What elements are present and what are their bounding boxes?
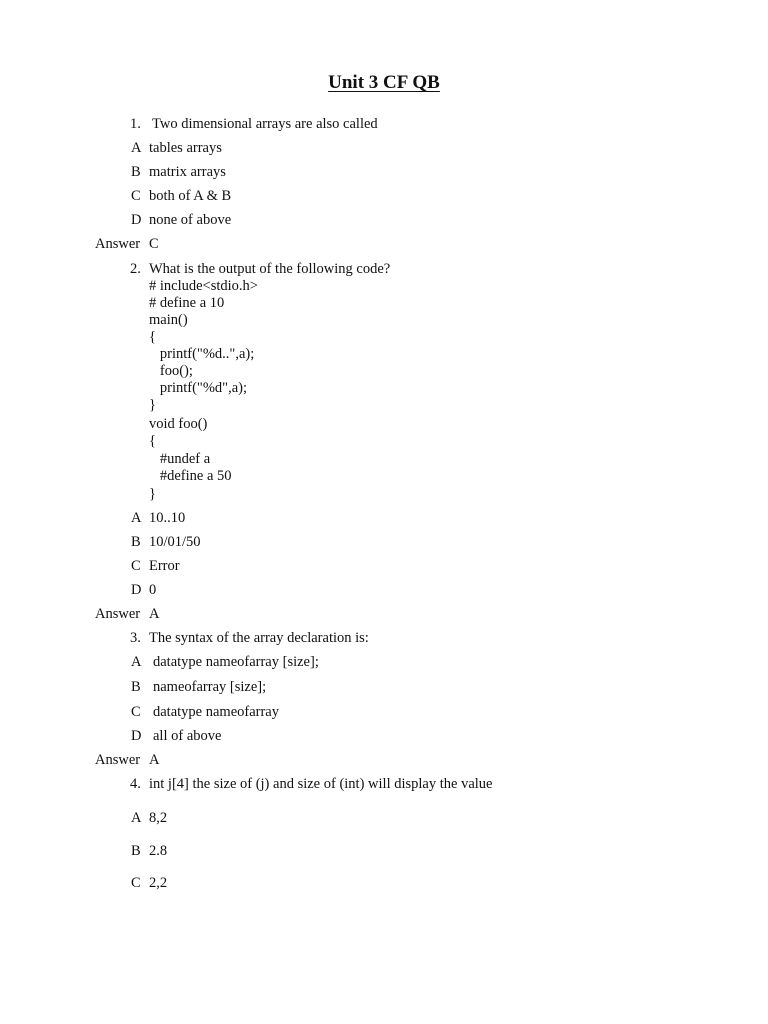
option-letter: C: [131, 704, 141, 720]
option-letter: A: [131, 810, 142, 826]
code-line: printf("%d..",a);: [149, 346, 255, 362]
answer-label: Answer: [95, 752, 141, 768]
option-text: 8,2: [149, 810, 168, 826]
option-letter: B: [131, 534, 141, 550]
option-text: 10/01/50: [149, 534, 201, 550]
code-line: # define a 10: [149, 295, 225, 311]
option-text: datatype nameofarray: [153, 704, 279, 720]
answer-label: Answer: [95, 236, 141, 252]
option-text: 0: [149, 582, 157, 598]
option-letter: A: [131, 510, 142, 526]
question-text: int j[4] the size of (j) and size of (int) will display the value: [149, 776, 493, 792]
question-number: 3.: [130, 630, 141, 646]
option-letter: D: [131, 582, 142, 598]
option-letter: B: [131, 843, 141, 859]
option-letter: A: [131, 654, 142, 670]
option-letter: B: [131, 679, 141, 695]
answer-label: Answer: [95, 606, 141, 622]
option-text: datatype nameofarray [size];: [153, 654, 319, 670]
question-number: 4.: [130, 776, 141, 792]
option-text: nameofarray [size];: [153, 679, 267, 695]
question-text: What is the output of the following code?: [149, 261, 391, 277]
option-text: none of above: [149, 212, 232, 228]
option-letter: C: [131, 875, 141, 891]
code-line: }: [149, 397, 156, 413]
option-text: tables arrays: [149, 140, 222, 156]
code-line: # include<stdio.h>: [149, 278, 258, 294]
question-text: The syntax of the array declaration is:: [149, 630, 369, 646]
option-text: 10..10: [149, 510, 186, 526]
option-letter: B: [131, 164, 141, 180]
code-line: #undef a: [149, 451, 211, 467]
code-line: {: [149, 329, 156, 345]
question-number: 2.: [130, 261, 141, 277]
option-letter: D: [131, 212, 142, 228]
option-text: Error: [149, 558, 180, 574]
code-line: printf("%d",a);: [149, 380, 248, 396]
option-letter: A: [131, 140, 142, 156]
page-title: Unit 3 CF QB: [328, 72, 440, 93]
option-letter: C: [131, 188, 141, 204]
code-line: #define a 50: [149, 468, 232, 484]
question-number: 1.: [130, 116, 141, 132]
option-letter: D: [131, 728, 142, 744]
code-line: }: [149, 486, 156, 502]
code-line: void foo(): [149, 416, 208, 432]
option-text: matrix arrays: [149, 164, 226, 180]
option-letter: C: [131, 558, 141, 574]
option-text: 2.8: [149, 843, 168, 859]
answer-value: A: [149, 752, 160, 768]
question-text: Two dimensional arrays are also called: [152, 116, 378, 132]
answer-value: A: [149, 606, 160, 622]
answer-value: C: [149, 236, 159, 252]
option-text: all of above: [153, 728, 222, 744]
code-line: foo();: [149, 363, 193, 379]
option-text: 2,2: [149, 875, 168, 891]
code-line: {: [149, 433, 156, 449]
option-text: both of A & B: [149, 188, 232, 204]
code-line: main(): [149, 312, 188, 328]
